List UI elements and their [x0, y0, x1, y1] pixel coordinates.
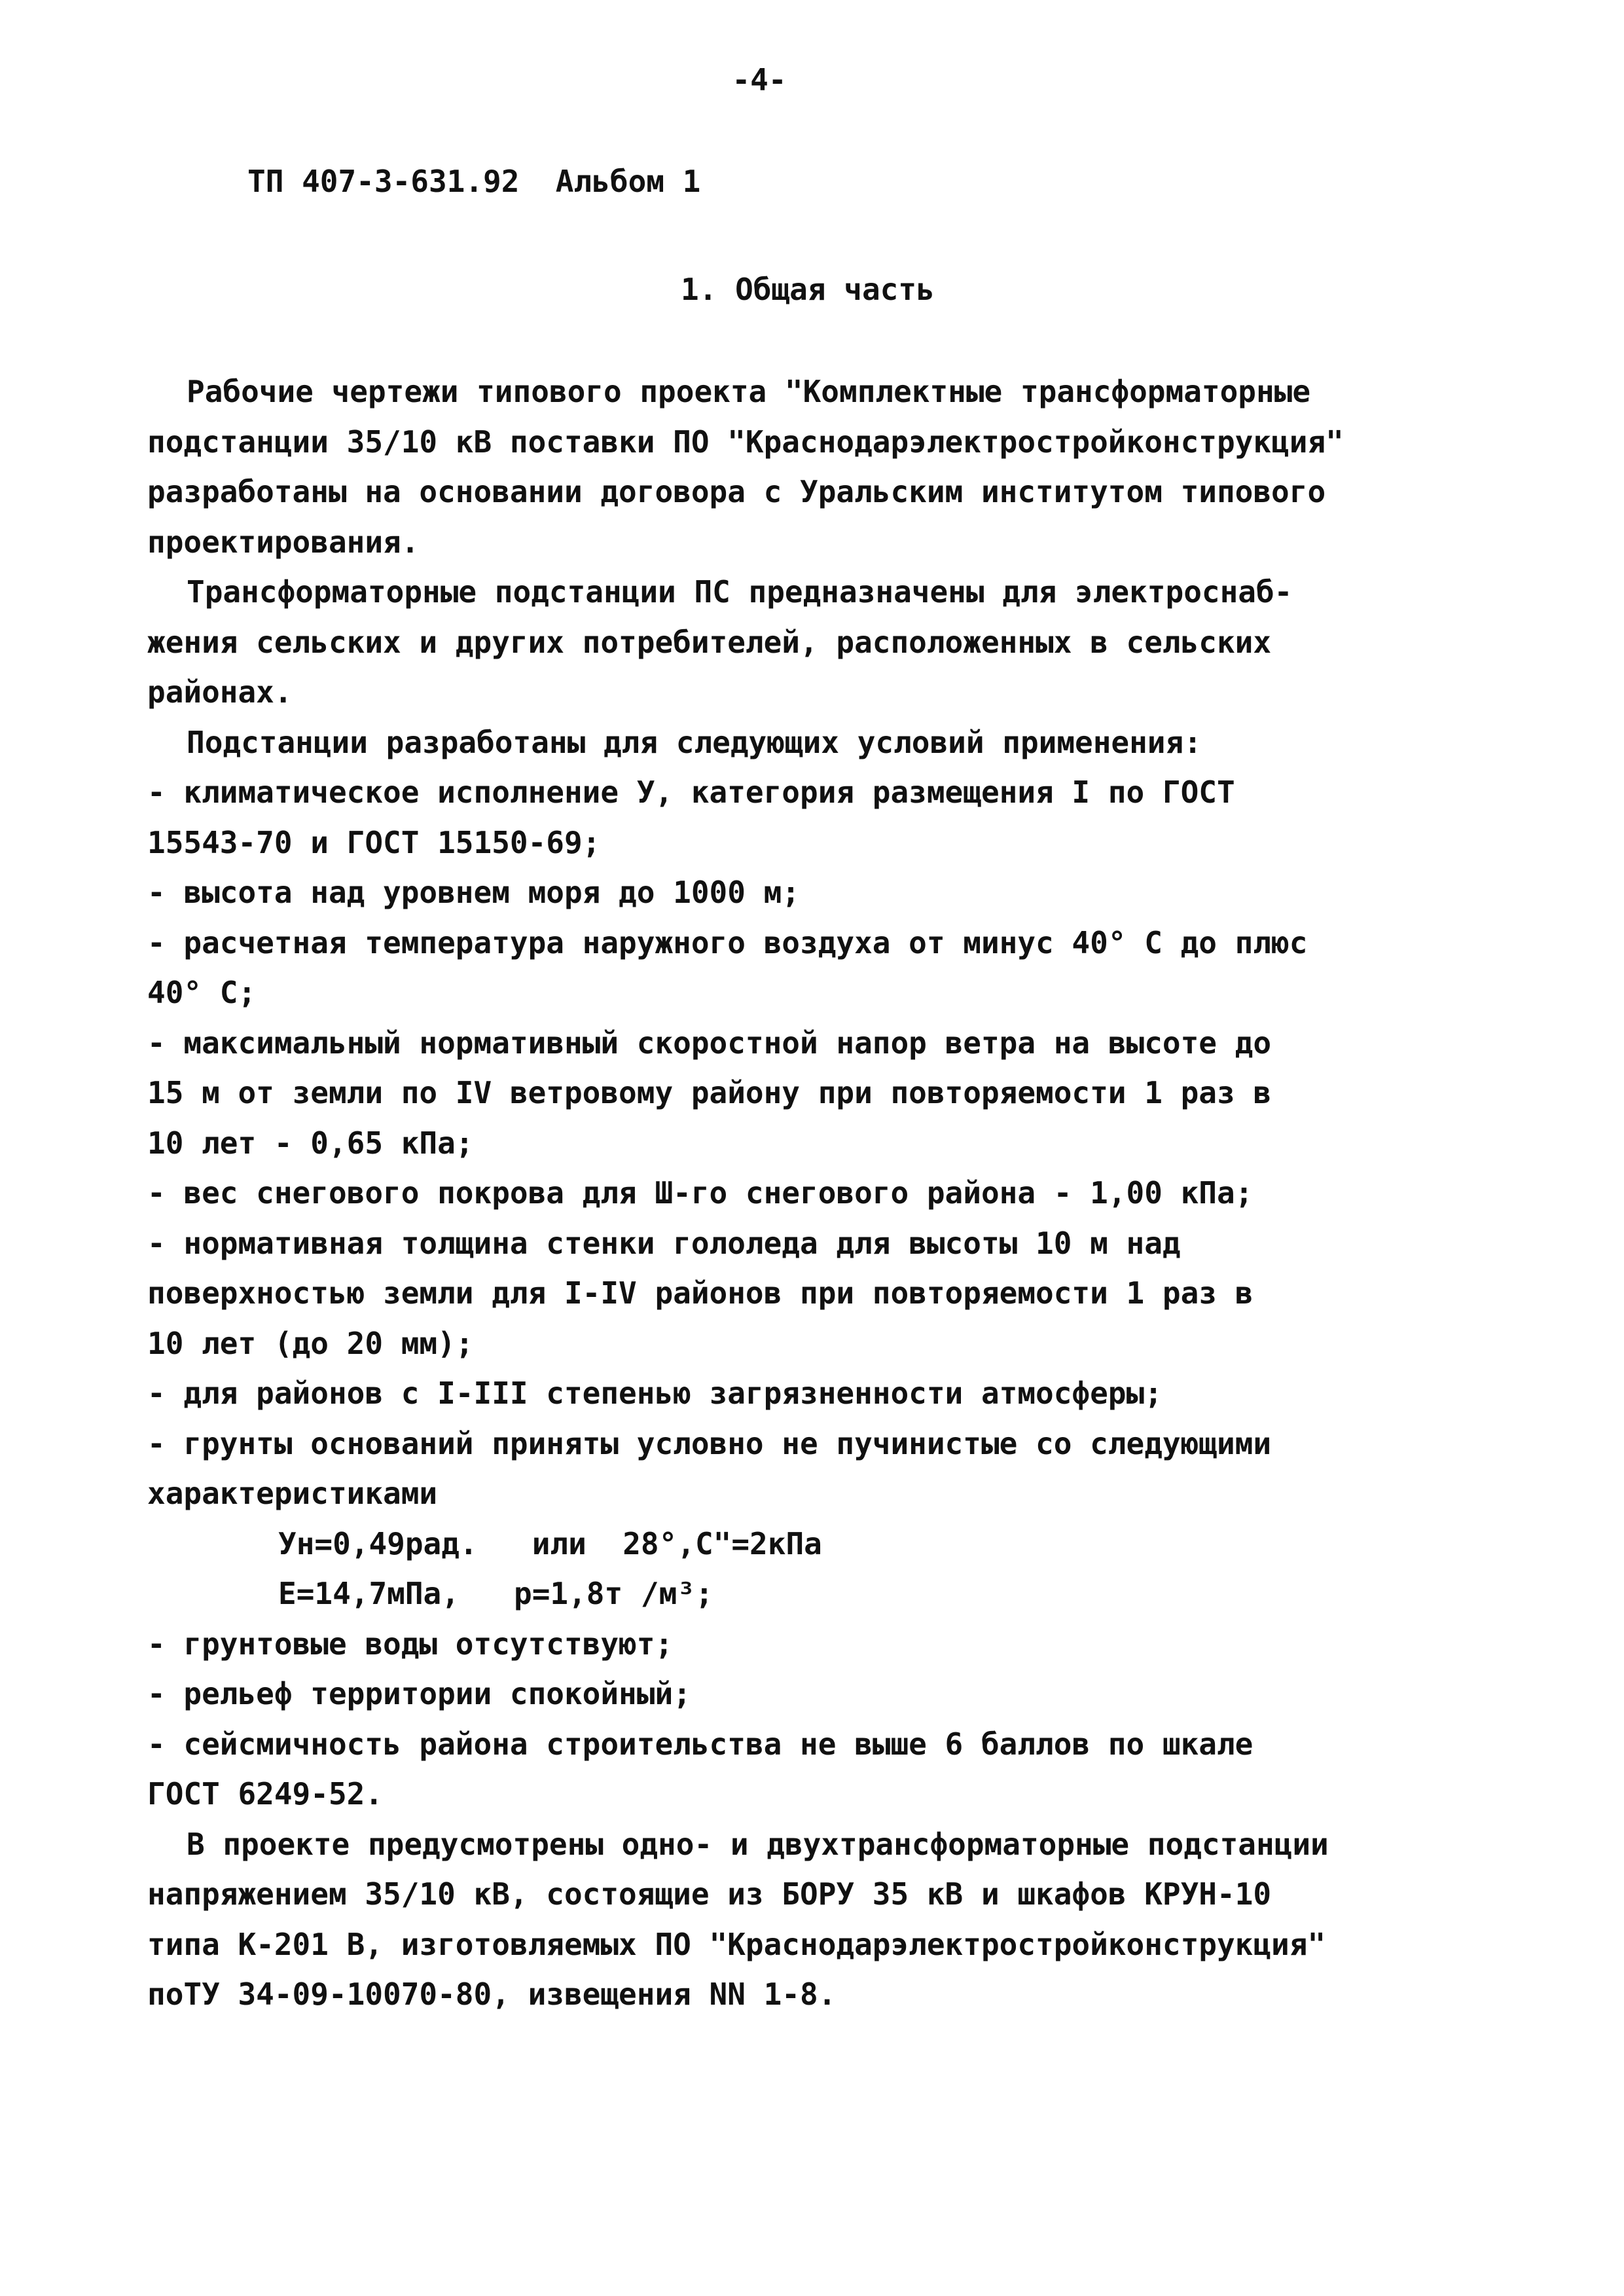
- text-line: - нормативная толщина стенки гололеда для высоты 10 м над: [147, 1225, 1181, 1261]
- text-line: 10 лет (до 20 мм);: [147, 1325, 474, 1361]
- text-line: 15 м от земли по IV ветровому району при повторяемости 1 раз в: [147, 1075, 1272, 1110]
- text-line: 10 лет - 0,65 кПа;: [147, 1125, 474, 1161]
- text-line: Трансформаторные подстанции ПС предназначены для электроснаб-: [187, 574, 1293, 610]
- text-line: - грунтовые воды отсутствуют;: [147, 1626, 674, 1662]
- text-line: 15543-70 и ГОСТ 15150-69;: [147, 824, 601, 860]
- text-line: разработаны на основании договора с Уральским институтом типового: [147, 474, 1326, 509]
- text-line: - максимальный нормативный скоростной напор ветра на высоте до: [147, 1025, 1272, 1061]
- text-line: типа К-201 В, изготовляемых ПО "Краснодарэлектростройконструкция": [147, 1926, 1326, 1962]
- text-line: районах.: [147, 674, 293, 710]
- text-line: ГОСТ 6249-52.: [147, 1776, 384, 1812]
- text-line: 40° С;: [147, 975, 257, 1010]
- text-line: - вес снегового покрова для Ш-го снегового района - 1,00 кПа;: [147, 1175, 1254, 1211]
- text-line: проектирования.: [147, 524, 420, 560]
- text-line: поверхностью земли для I-IV районов при повторяемости 1 раз в: [147, 1275, 1254, 1311]
- text-line: - для районов с I-III степенью загрязненности атмосферы;: [147, 1376, 1163, 1411]
- text-line: - высота над уровнем моря до 1000 м;: [147, 875, 800, 910]
- section-title: 1. Общая часть: [681, 272, 935, 307]
- text-line: Ун=0,49рад. или 28°,С"=2кПа: [278, 1525, 822, 1561]
- text-line: В проекте предусмотрены одно- и двухтрансформаторные подстанции: [187, 1826, 1329, 1862]
- text-line: Рабочие чертежи типового проекта "Комплектные трансформаторные: [187, 374, 1311, 409]
- page-number: -4-: [732, 62, 787, 98]
- text-line: Е=14,7мПа, р=1,8т /м³;: [278, 1576, 713, 1611]
- body-text: [147, 367, 1522, 2020]
- text-line: - грунты оснований приняты условно не пучинистые со следующими: [147, 1425, 1272, 1461]
- text-line: жения сельских и других потребителей, расположенных в сельских: [147, 624, 1272, 660]
- text-line: поТУ 34-09-10070-80, извещения NN 1-8.: [147, 1977, 837, 2012]
- text-line: - сейсмичность района строительства не выше 6 баллов по шкале: [147, 1726, 1254, 1762]
- document-code: ТП 407-3-631.92 Альбом 1: [247, 164, 701, 199]
- text-line: - расчетная температура наружного воздуха от минус 40° С до плюс: [147, 924, 1308, 960]
- text-line: - климатическое исполнение У, категория размещения I по ГОСТ: [147, 774, 1235, 810]
- text-line: подстанции 35/10 кВ поставки ПО "Краснодарэлектростройконструкция": [147, 424, 1344, 460]
- text-line: - рельеф территории спокойный;: [147, 1676, 691, 1711]
- text-line: характеристиками: [147, 1476, 438, 1511]
- text-line: напряжением 35/10 кВ, состоящие из БОРУ 35 кВ и шкафов КРУН-10: [147, 1876, 1272, 1912]
- text-line: Подстанции разработаны для следующих условий применения:: [187, 724, 1202, 760]
